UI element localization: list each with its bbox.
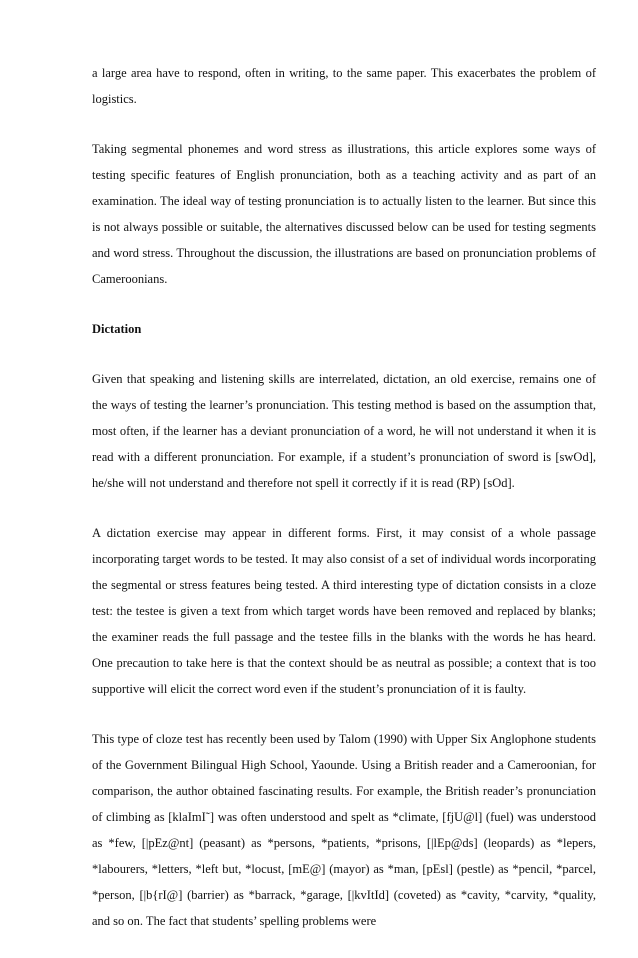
paragraph-dictation-rationale: Given that speaking and listening skills are interrelated, dictation, an old exercise, remains one of the ways of testing the learner’s pronunciation. This testing method is based on the assumption that, most often, if the learner has a deviant pronunciation of a word, he will not understand it when it is read with a different pronunciation. For example, if a student’s pronunciation of sword is [swOd], he/she will not understand and therefore not spell it correctly if it is read (RP) [sOd].: [92, 372, 596, 490]
document-page: [92, 60, 596, 958]
paragraph-logistics: a large area have to respond, often in writing, to the same paper. This exacerbates the problem of logistics.: [92, 66, 596, 106]
section-heading-dictation: Dictation: [92, 322, 142, 336]
paragraph-dictation-forms: A dictation exercise may appear in different forms. First, it may consist of a whole passage incorporating target words to be tested. It may also consist of a set of individual words incorporating the segmental or stress features being tested. A third interesting type of dictation consists in a cloze test: the testee is given a text from which target words have been removed and replaced by blanks; the examiner reads the full passage and the testee fills in the blanks with the words he has heard. One precaution to take here is that the context should be as neutral as possible; a context that is too supportive will elicit the correct word even if the student’s pronunciation of it is faulty.: [92, 526, 596, 696]
paragraph-introduction: Taking segmental phonemes and word stress as illustrations, this article explores some ways of testing specific features of English pronunciation, both as a teaching activity and as part of an examination. The ideal way of testing pronunciation is to actually listen to the learner. But since this is not always possible or suitable, the alternatives discussed below can be used for testing segments and word stress. Throughout the discussion, the illustrations are based on pronunciation problems of Cameroonians.: [92, 142, 596, 286]
paragraph-cloze-test-study: This type of cloze test has recently been used by Talom (1990) with Upper Six Anglophone students of the Government Bilingual High School, Yaounde. Using a British reader and a Cameroonian, for comparison, the author obtained fascinating results. For example, the British reader’s pronunciation of climbing as [klaImI˜] was often understood and spelt as *climate, [fjU@l] (fuel) was understood as *few, [|pEz@nt] (peasant) as *persons, *patients, *prisons, [|lEp@ds] (leopards) as *lepers, *labourers, *letters, *left but, *locust, [mE@] (mayor) as *man, [pEsl] (pestle) as *pencil, *parcel, *person, [|b{rI@] (barrier) as *barrack, *garage, [|kvItId] (coveted) as *cavity, *carvity, *quality, and so on. The fact that students’ spelling problems were: [92, 732, 596, 928]
